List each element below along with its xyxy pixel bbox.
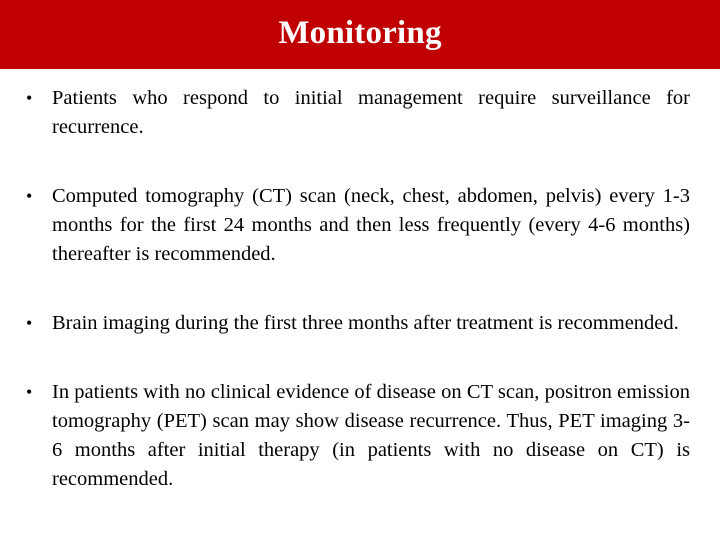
bullet-icon: •	[26, 313, 33, 333]
bullet-icon: •	[26, 382, 33, 402]
slide-title: Monitoring	[278, 15, 442, 51]
bullet-text: In patients with no clinical evidence of disease on CT scan, positron emission tomography (PET) scan may show disease recurrence. Thus, PET imaging 3-6 months after initial therapy (in patients with no disease on CT) is recommended.	[52, 381, 690, 490]
bullet-item	[22, 84, 690, 142]
bullet-list	[22, 84, 690, 534]
title-bar	[0, 0, 720, 69]
bullet-text: Computed tomography (CT) scan (neck, chest, abdomen, pelvis) every 1-3 months for the first 24 months and then less frequently (every 4-6 months) thereafter is recommended.	[52, 185, 690, 265]
bullet-text: Brain imaging during the first three months after treatment is recommended.	[52, 312, 679, 334]
bullet-icon: •	[26, 186, 33, 206]
bullet-icon: •	[26, 88, 33, 108]
bullet-text: Patients who respond to initial management require surveillance for recurrence.	[52, 87, 690, 138]
bullet-item	[22, 182, 690, 269]
bullet-item	[22, 378, 690, 494]
bullet-item	[22, 309, 690, 338]
